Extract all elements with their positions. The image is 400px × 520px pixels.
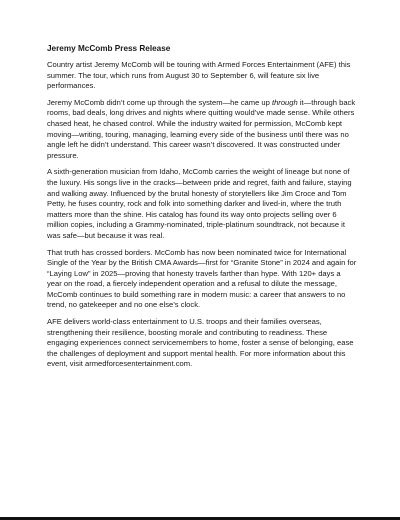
paragraph-afe-info: AFE delivers world-class entertainment to U.S. troops and their families overseas, strengthening their resilience, boosting morale and contributing to readiness. These engaging experiences connect servicemembers to home, foster a sense of belonging, ease the challenges of deployment and support mental health. For more information about this event, visit armedforcesentertainment.com. xyxy=(47,317,354,369)
paragraph-career-origin xyxy=(47,98,357,162)
paragraph-awards: That truth has crossed borders. McComb has now been nominated twice for International Single of the Year by the British CMA Awards—first for “Granite Stone” in 2024 and again for “Laying Low” in 2025—proving that honesty travels farther than hype. With 120+ days a year on the road, a fiercely independent operation and a refusal to dilute the message, McComb continues to build something rare in modern music: a career that answers to no trend, no gatekeeper and no one else’s clock. xyxy=(47,247,357,310)
paragraph-career-origin-start: Jeremy McComb didn’t come up through the system—he came up xyxy=(47,97,272,107)
press-release-page xyxy=(47,44,357,376)
emphasis-through: through xyxy=(271,97,298,107)
paragraph-tour-announcement: Country artist Jeremy McComb will be touring with Armed Forces Entertainment (AFE) this summer. The tour, which runs from August 30 to September 6, will feature six live performances. xyxy=(47,60,351,91)
paragraph-career-origin-end: it—through back rooms, bad deals, long drives and nights where quitting would’ve made sense. While others chased heat, he chased control. While the industry waited for permission, McComb kept moving—writing, touring, managing, learning every side of the business until there was no angle left he didn’t understand. This career wasn’t discovered. It was constructed under pressure. xyxy=(47,97,356,160)
document-title: Jeremy McComb Press Release xyxy=(47,44,171,53)
paragraph-musical-background: A sixth-generation musician from Idaho, McComb carries the weight of lineage but none of the luxury. His songs live in the cracks—between pride and regret, faith and failure, staying and walking away. Influenced by the brutal honesty of storytellers like Jim Croce and Tom Petty, he fuses country, rock and folk into something darker and lived-in, where the truth matters more than the shine. His catalog has found its way onto projects selling over 6 million copies, including a Grammy-nominated, triple-platinum soundtrack, not because it was safe—but because it was real. xyxy=(47,167,352,240)
